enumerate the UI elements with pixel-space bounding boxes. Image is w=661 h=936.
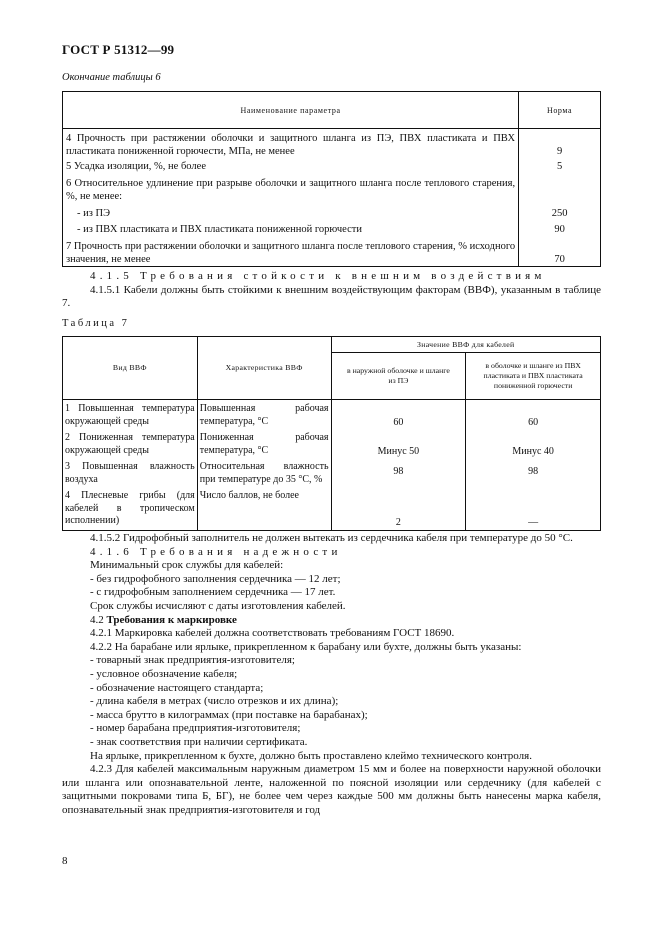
table6-norm: 5 bbox=[519, 158, 601, 173]
list-item: - без гидрофобного заполнения сердечника — 12 лет; bbox=[90, 572, 341, 585]
section-heading-4-2 bbox=[62, 614, 601, 628]
section-title: Требования к маркировке bbox=[106, 613, 237, 626]
table7-kind: 4 Плесневые грибы (для кабелей в тропическом исполнении) bbox=[63, 487, 198, 530]
list-item: - обозначение настоящего стандарта; bbox=[90, 681, 264, 694]
section-heading: 4.1.6 Требования надежности bbox=[90, 545, 342, 558]
table-row bbox=[63, 158, 601, 173]
table6-col-norm: Норма bbox=[519, 92, 601, 129]
table7-col-pe: в наружной оболочке и шланге из ПЭ bbox=[331, 353, 466, 400]
list-item: - товарный знак предприятия-изготовителя; bbox=[90, 654, 295, 667]
table7-pvc: 98 bbox=[466, 458, 601, 487]
paragraph: 4.2.2 На барабане или ярлыке, прикрепленном к барабану или бухте, должны быть указаны: bbox=[90, 640, 522, 653]
list-item: - с гидрофобным заполнением сердечника — 17 лет. bbox=[90, 586, 336, 599]
table6-norm bbox=[519, 173, 601, 203]
table6-norm: 9 bbox=[519, 129, 601, 159]
table6-norm: 70 bbox=[519, 236, 601, 267]
section-number: 4.2 bbox=[90, 613, 104, 626]
table-row bbox=[63, 487, 601, 530]
table7-pe: Минус 50 bbox=[331, 429, 466, 458]
table-row bbox=[63, 129, 601, 159]
table7-col-value: Значение ВВФ для кабелей bbox=[331, 337, 600, 353]
table-row bbox=[63, 173, 601, 203]
paragraph: 4.2.1 Маркировка кабелей должна соответствовать требованиям ГОСТ 18690. bbox=[90, 627, 455, 640]
table7-caption: Таблица 7 bbox=[62, 318, 130, 329]
table-row bbox=[63, 458, 601, 487]
table7-kind: 1 Повышенная температура окружающей среды bbox=[63, 400, 198, 430]
paragraph: На ярлыке, прикрепленном к бухте, должно быть проставлено клеймо технического контроля. bbox=[90, 749, 532, 762]
list-item: - условное обозначение кабеля; bbox=[90, 667, 238, 680]
table7-kind: 2 Пониженная температура окружающей среды bbox=[63, 429, 198, 458]
table7-col-pvc: в оболочке и шланге из ПВХ пластиката и ПВХ пластиката пониженной горючести bbox=[466, 353, 601, 400]
list-item: - знак соответствия при наличии сертификата. bbox=[90, 735, 308, 748]
document-header: ГОСТ Р 51312—99 bbox=[62, 42, 175, 57]
table6-norm: 250 bbox=[519, 203, 601, 220]
table7-char: Число баллов, не более bbox=[197, 487, 331, 530]
table6-col-param: Наименование параметра bbox=[63, 92, 519, 129]
table-row bbox=[63, 220, 601, 236]
list-item: - масса брутто в килограммах (при поставке на барабанах); bbox=[90, 708, 368, 721]
table6-param: - из ПВХ пластиката и ПВХ пластиката пониженной горючести bbox=[63, 220, 519, 236]
paragraph: 4.2.3 Для кабелей максимальным наружным диаметром 15 мм и более на поверхности наружной оболочки или шланга или опознавательной ленте, наложенной по поясной изоляции или сердечнику (для кабелей с защитными покровами типа Б, БГ), не более чем через каждые 500 мм должны быть нанесены марка кабеля, опознавательный знак предприятия-изготовителя и год bbox=[62, 763, 601, 816]
list-item: - длина кабеля в метрах (число отрезков и их длина); bbox=[90, 695, 339, 708]
table6-header-row bbox=[63, 92, 601, 129]
table7-pe: 60 bbox=[331, 400, 466, 430]
table7-char: Относительная влажность при температуре до 35 °С, % bbox=[197, 458, 331, 487]
table7-pvc: 60 bbox=[466, 400, 601, 430]
table-row bbox=[63, 400, 601, 430]
page-number: 8 bbox=[62, 855, 68, 867]
table-6 bbox=[62, 91, 601, 267]
table7-char: Повышенная рабочая температура, °С bbox=[197, 400, 331, 430]
table6-caption: Окончание таблицы 6 bbox=[62, 72, 161, 83]
table7-pvc: — bbox=[466, 487, 601, 530]
table7-col-char: Характеристика ВВФ bbox=[197, 337, 331, 400]
table6-param: 5 Усадка изоляции, %, не более bbox=[63, 158, 519, 173]
section-heading: 4.1.5 Требования стойкости к внешним воздействиям bbox=[90, 270, 546, 282]
table-7 bbox=[62, 336, 601, 531]
table6-norm: 90 bbox=[519, 220, 601, 236]
table-row bbox=[63, 236, 601, 267]
table6-param: 6 Относительное удлинение при разрыве оболочки и защитного шланга после теплового старения, %, не менее: bbox=[63, 173, 519, 203]
table7-pvc: Минус 40 bbox=[466, 429, 601, 458]
paragraph: Срок службы исчисляют с даты изготовления кабелей. bbox=[90, 599, 346, 612]
table7-char: Пониженная рабочая температура, °С bbox=[197, 429, 331, 458]
table7-header-row bbox=[63, 337, 601, 353]
paragraph: 4.1.5.2 Гидрофобный заполнитель не должен вытекать из сердечника кабеля при температуре до 50 °С. bbox=[90, 532, 573, 544]
table6-param: 4 Прочность при растяжении оболочки и защитного шланга из ПЭ, ПВХ пластиката и ПВХ пластиката пониженной горючести, МПа, не менее bbox=[63, 129, 519, 159]
table7-pe: 98 bbox=[331, 458, 466, 487]
section-4-1-5 bbox=[62, 270, 601, 311]
paragraph: Минимальный срок службы для кабелей: bbox=[90, 559, 284, 572]
table-row bbox=[63, 429, 601, 458]
list-item: - номер барабана предприятия-изготовителя; bbox=[90, 722, 301, 735]
body-text bbox=[62, 532, 601, 817]
table7-kind: 3 Повышенная влажность воздуха bbox=[63, 458, 198, 487]
table6-param: 7 Прочность при растяжении оболочки и защитного шланга после теплового старения, % исходного значения, не менее bbox=[63, 236, 519, 267]
table-row bbox=[63, 203, 601, 220]
table7-col-kind: Вид ВВФ bbox=[63, 337, 198, 400]
table6-param: - из ПЭ bbox=[63, 203, 519, 220]
table7-pe: 2 bbox=[331, 487, 466, 530]
paragraph: 4.1.5.1 Кабели должны быть стойкими к внешним воздействующим факторам (ВВФ), указанным в таблице 7. bbox=[62, 283, 601, 310]
